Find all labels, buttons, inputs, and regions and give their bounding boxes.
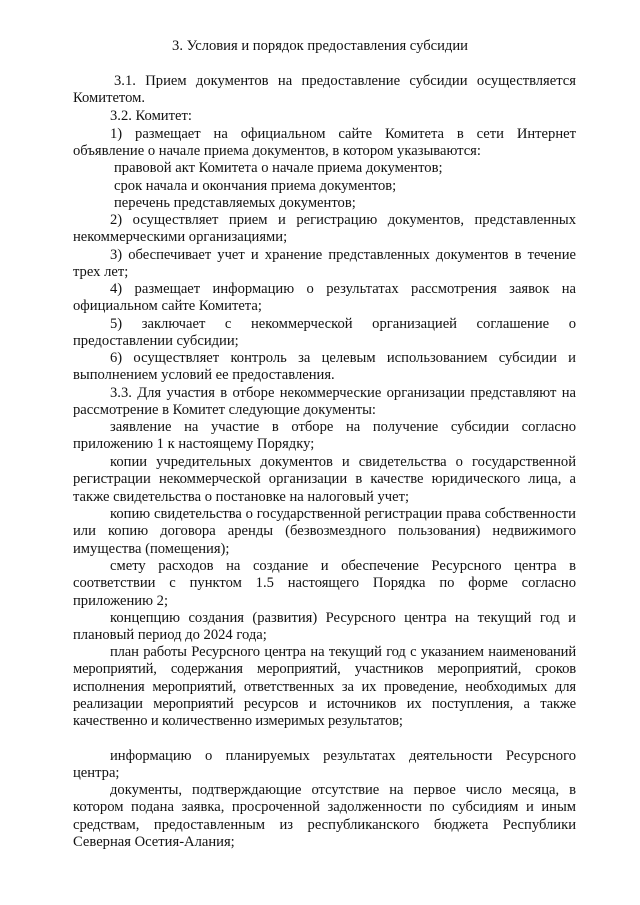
paragraph-item-3: 3) обеспечивает учет и хранение представленных документов в течение трех лет; (73, 247, 576, 281)
paragraph-item-2: 2) осуществляет прием и регистрацию документов, представленных некоммерческими организациями; (73, 212, 576, 246)
section-heading: 3. Условия и порядок предоставления субсидии (172, 38, 468, 54)
paragraph-item-6: 6) осуществляет контроль за целевым использованием субсидии и выполнением условий ее предоставления. (73, 350, 576, 384)
paragraph-item-1-a: правовой акт Комитета о начале приема документов; (114, 160, 443, 176)
paragraph-3-1: 3.1. Прием документов на предоставление субсидии осуществляется Комитетом. (73, 73, 576, 107)
document-item-work-plan: план работы Ресурсного центра на текущий год с указанием наименований мероприятий, содержания мероприятий, участников мероприятий, сроков исполнения мероприятий, ответственных за их проведение, необходимых для реализации мероприятий ресурсов и источников их поступления, а также качественно и количественно измеримых результатов; (73, 644, 576, 730)
paragraph-item-1-b: срок начала и окончания приема документов; (114, 178, 397, 194)
document-item-concept: концепцию создания (развития) Ресурсного центра на текущий год и плановый период до 2024 года; (73, 610, 576, 644)
paragraph-3-3: 3.3. Для участия в отборе некоммерческие организации представляют на рассмотрение в Комитет следующие документы: (73, 385, 576, 419)
document-item-planned-results: информацию о планируемых результатах деятельности Ресурсного центра; (73, 748, 576, 782)
paragraph-3-2: 3.2. Комитет: (110, 108, 192, 124)
document-item-application: заявление на участие в отборе на получение субсидии согласно приложению 1 к настоящему Порядку; (73, 419, 576, 453)
paragraph-item-4: 4) размещает информацию о результатах рассмотрения заявок на официальном сайте Комитета; (73, 281, 576, 315)
document-item-cost-estimate: смету расходов на создание и обеспечение Ресурсного центра в соответствии с пунктом 1.5 настоящего Порядка по форме согласно приложению 2; (73, 558, 576, 609)
paragraph-item-1-c: перечень представляемых документов; (114, 195, 356, 211)
paragraph-item-1: 1) размещает на официальном сайте Комитета в сети Интернет объявление о начале приема документов, в котором указываются: (73, 126, 576, 160)
document-item-charter-copies: копии учредительных документов и свидетельства о государственной регистрации некоммерческой организации в качестве юридического лица, а также свидетельства о постановке на налоговый учет; (73, 454, 576, 505)
document-item-no-debt-proof: документы, подтверждающие отсутствие на первое число месяца, в котором подана заявка, просроченной задолженности по субсидиям и иным средствам, предоставленным из республиканского бюджета Республики Северная Осетия-Алания; (73, 782, 576, 850)
paragraph-item-5: 5) заключает с некоммерческой организацией соглашение о предоставлении субсидии; (73, 316, 576, 350)
document-item-property-copy: копию свидетельства о государственной регистрации права собственности или копию договора аренды (безвозмездного пользования) недвижимого имущества (помещения); (73, 506, 576, 557)
